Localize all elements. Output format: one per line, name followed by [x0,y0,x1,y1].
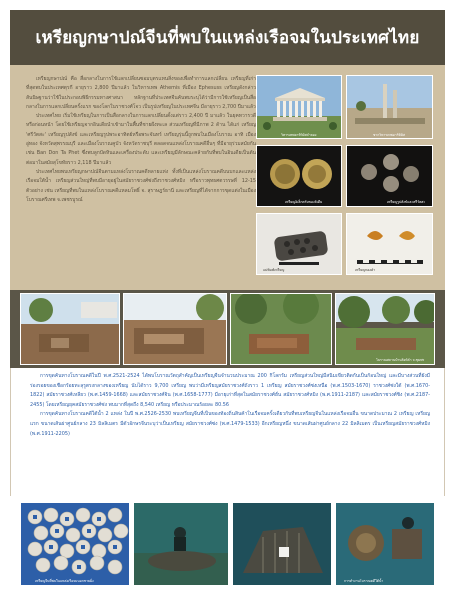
caption-mold: แม่พิมพ์เหรียญ [263,268,285,272]
underwater-photo-2 [232,502,332,586]
gold-photo [346,213,433,275]
coin-pair-photo [256,145,342,207]
mold-photo [256,213,342,275]
caption-ruins: ซากวิหารเทพอาร์ทิมิส [373,133,406,137]
caption-temple: วิหารเทพอาร์ทิมิสจำลอง [281,133,317,137]
ruins-photo [346,75,433,139]
site-photo-3 [230,293,332,365]
site-photo-strip [10,290,445,368]
bottom-photo-row [10,496,445,590]
site-photo-2 [123,293,227,365]
caption-diver: การทำงานโบราณคดีใต้น้ำ [344,579,384,583]
lower-paragraph: การขุดค้นทางโบราณคดีในปี พ.ศ.2521-2524 ได้พบโบราณวัตถุสำคัญเป็นเหรียญจีนจำนวนประมาณ 200 กิโลกรัม เหรียญส่วนใหญ่มีสนิมเขียวติดกันเป็นก้อนใหญ่ และมีบางส่วนที่ยังมีร่องรอยของเชือกร้อยทะลุรูตรงกลางของเหรียญ นับได้ราว 9,700 เหรียญ พบว่ามีเหรียญสมัยราชวงศ์ถังราว 1 เหรียญ สมัยราชวงศ์ซ่งเหนือ (พ.ศ.1503-1670) ราชวงศ์ซ่งใต้ (พ.ศ.1670-1822) สมัยราชวงศ์เหลียว (พ.ศ.1459-1668) และสมัยราชวงศ์จิน (พ.ศ.1658-1777) มีอายุเก่าที่สุดในสมัยราชวงศ์ฮั่น สมัยราชวงศ์หมิง (พ.ศ.1911-2187) และสมัยราชวงศ์ชิง (พ.ศ.2187-2455) โดยเหรียญยุคสมัยราชวงศ์ซ่ง พบมากที่สุดถึง 8,540 เหรียญ หรือประมาณร้อยละ 80.56 [30,373,430,408]
underwater-photo-1 [133,502,229,586]
lower-text-block [30,372,430,439]
upper-paragraph: ประเทศไทย เริ่มใช้เหรียญในการเป็นสื่อกลางในการแลกเปลี่ยนตั้งแต่ราว 2,400 ปี มาแล้ว ในยุคทวารวดีหรือก่อนหน้า โดยใช้เหรียญจากอินเดียนำเข้ามาในพื้นที่ชายฝั่งทะเล ส่วนเหรียญที่มีภาพ 2 ด้าน ได้แก่ เหรียญ 'ศรีวัตสะ' เหรียญรูปสังข์ และเหรียญรูปพระอาทิตย์หรือพระจันทร์ เหรียญรุ่นนี้ถูกพบในเมืองโบราณ อาทิ เมืองอู่ทอง จังหวัดสุพรรณบุรี และเมืองโบราณคูบัว จังหวัดราชบุรี ตลอดจนแหล่งโบราณคดีอื่นๆ ที่มีอายุร่วมสมัยกัน เช่น Ban Don Ta Phet ซึ่งพบลูกปัดหินและเครื่องประดับ และเหรียญมีลักษณะคล้ายกับที่พบในอินเดียเป็นต้น ต่อมาในสมัยสุโขทัยราว 2,118 ปีมาแล้ว [26,113,256,166]
caption-site: โบราณสถานบ้านลิงห์ลำ จ.ชุมพร [376,358,425,362]
caption-coin-pile: เหรียญจีนที่พบในแหล่งเรือจมนอกชายฝั่ง [35,579,94,583]
upper-panel [10,65,445,290]
lower-paragraph: การขุดค้นทางโบราณคดีใต้น้ำ 2 แหล่ง ในปี พ.ศ.2526-2530 พบเหรียญจีนที่เป็นของท้องถิ่นสินค้าในเรือจมครั้งเดียวกับที่พบเหรียญจีนในแหล่งเรือจมอื่น ขนาดประมาณ 2 เหรียญ เหรียญแรก ขนาดเส้นผ่าศูนย์กลาง 23 มิลลิเมตร มีตัวอักษรจีนระบุว่าเป็นเหรียญ สมัยราชวงศ์ซ่ง (พ.ศ.1479-1533) อีกเหรียญหนึ่ง ขนาดเส้นผ่าศูนย์กลาง 22 มิลลิเมตร เป็นเหรียญสมัยราชวงศ์หมิง (พ.ศ.1911-2205) [30,411,430,437]
caption-gold: เหรียญทองคำ [355,268,376,272]
site-photo-1 [20,293,120,365]
title-bar [10,10,445,65]
page-title: เหรียญกษาปณ์จีนที่พบในแหล่งเรือจมในประเทศไทย [35,28,420,48]
site-photo-4 [335,293,435,365]
caption-coin-pair: เหรียญอิเล็กตรัมของลิเดีย [285,200,323,204]
coin-pile-photo [20,502,130,586]
underwater-photo-3 [335,502,435,586]
coins-three-photo [346,145,433,207]
caption-coins-three: เหรียญรูปสังข์และศรีวัตสะ [387,200,426,204]
upper-text-block [26,75,256,205]
upper-paragraph: เหรียญกษาปณ์ คือ สื่อกลางในการใช้แลกเปลี่ยนซอมบุตรแทนสิ่งของเพื่อทำการแลกเปลี่ยน เหรียญที่เก่าที่สุดพบในประเทศตุรกี อายุราว 2,800 ปีมาแล้ว ในวิหารเทพ Athemis ที่เมือง Ephesuss เหรียญดังกล่าวสันนิษฐานว่าใช้ในประกอบพิธีกรรมทางศาสนา หลักฐานที่ประเทศจีนค้นพบระบุได้ว่ามีการใช้เหรียญเป็นสื่อกลางในการแลกเปลี่ยนครั้งแรก ของโลกในราชวงศ์โจว เป็นรูปเหรียญในประเทศจีน มีอายุราว 2,700 ปีมาแล้ว [26,76,256,110]
upper-paragraph: ประเทศไทยพบเหรียญกษาปณ์จีนตามแหล่งโบราณคดีหลายแห่ง ทั้งที่เป็นแหล่งโบราณคดีบนบกและแหล่งเรือจมใต้น้ำ เหรียญส่วนใหญ่ที่พบมีอายุอยู่ในสมัยราชวงศ์ซ่งถึงราชวงศ์หมิง หรือราวพุทธศตวรรษที่ 12-15 ตัวอย่าง เช่น เหรียญที่พบในแหล่งโบราณคดีแหลมโพธิ์ จ. สุราษฎร์ธานี และเหรียญที่ได้จากการขุดแต่งในเมืองโบราณศรีเทพ จ.เพชรบูรณ์ [26,168,256,203]
temple-photo [256,75,342,139]
